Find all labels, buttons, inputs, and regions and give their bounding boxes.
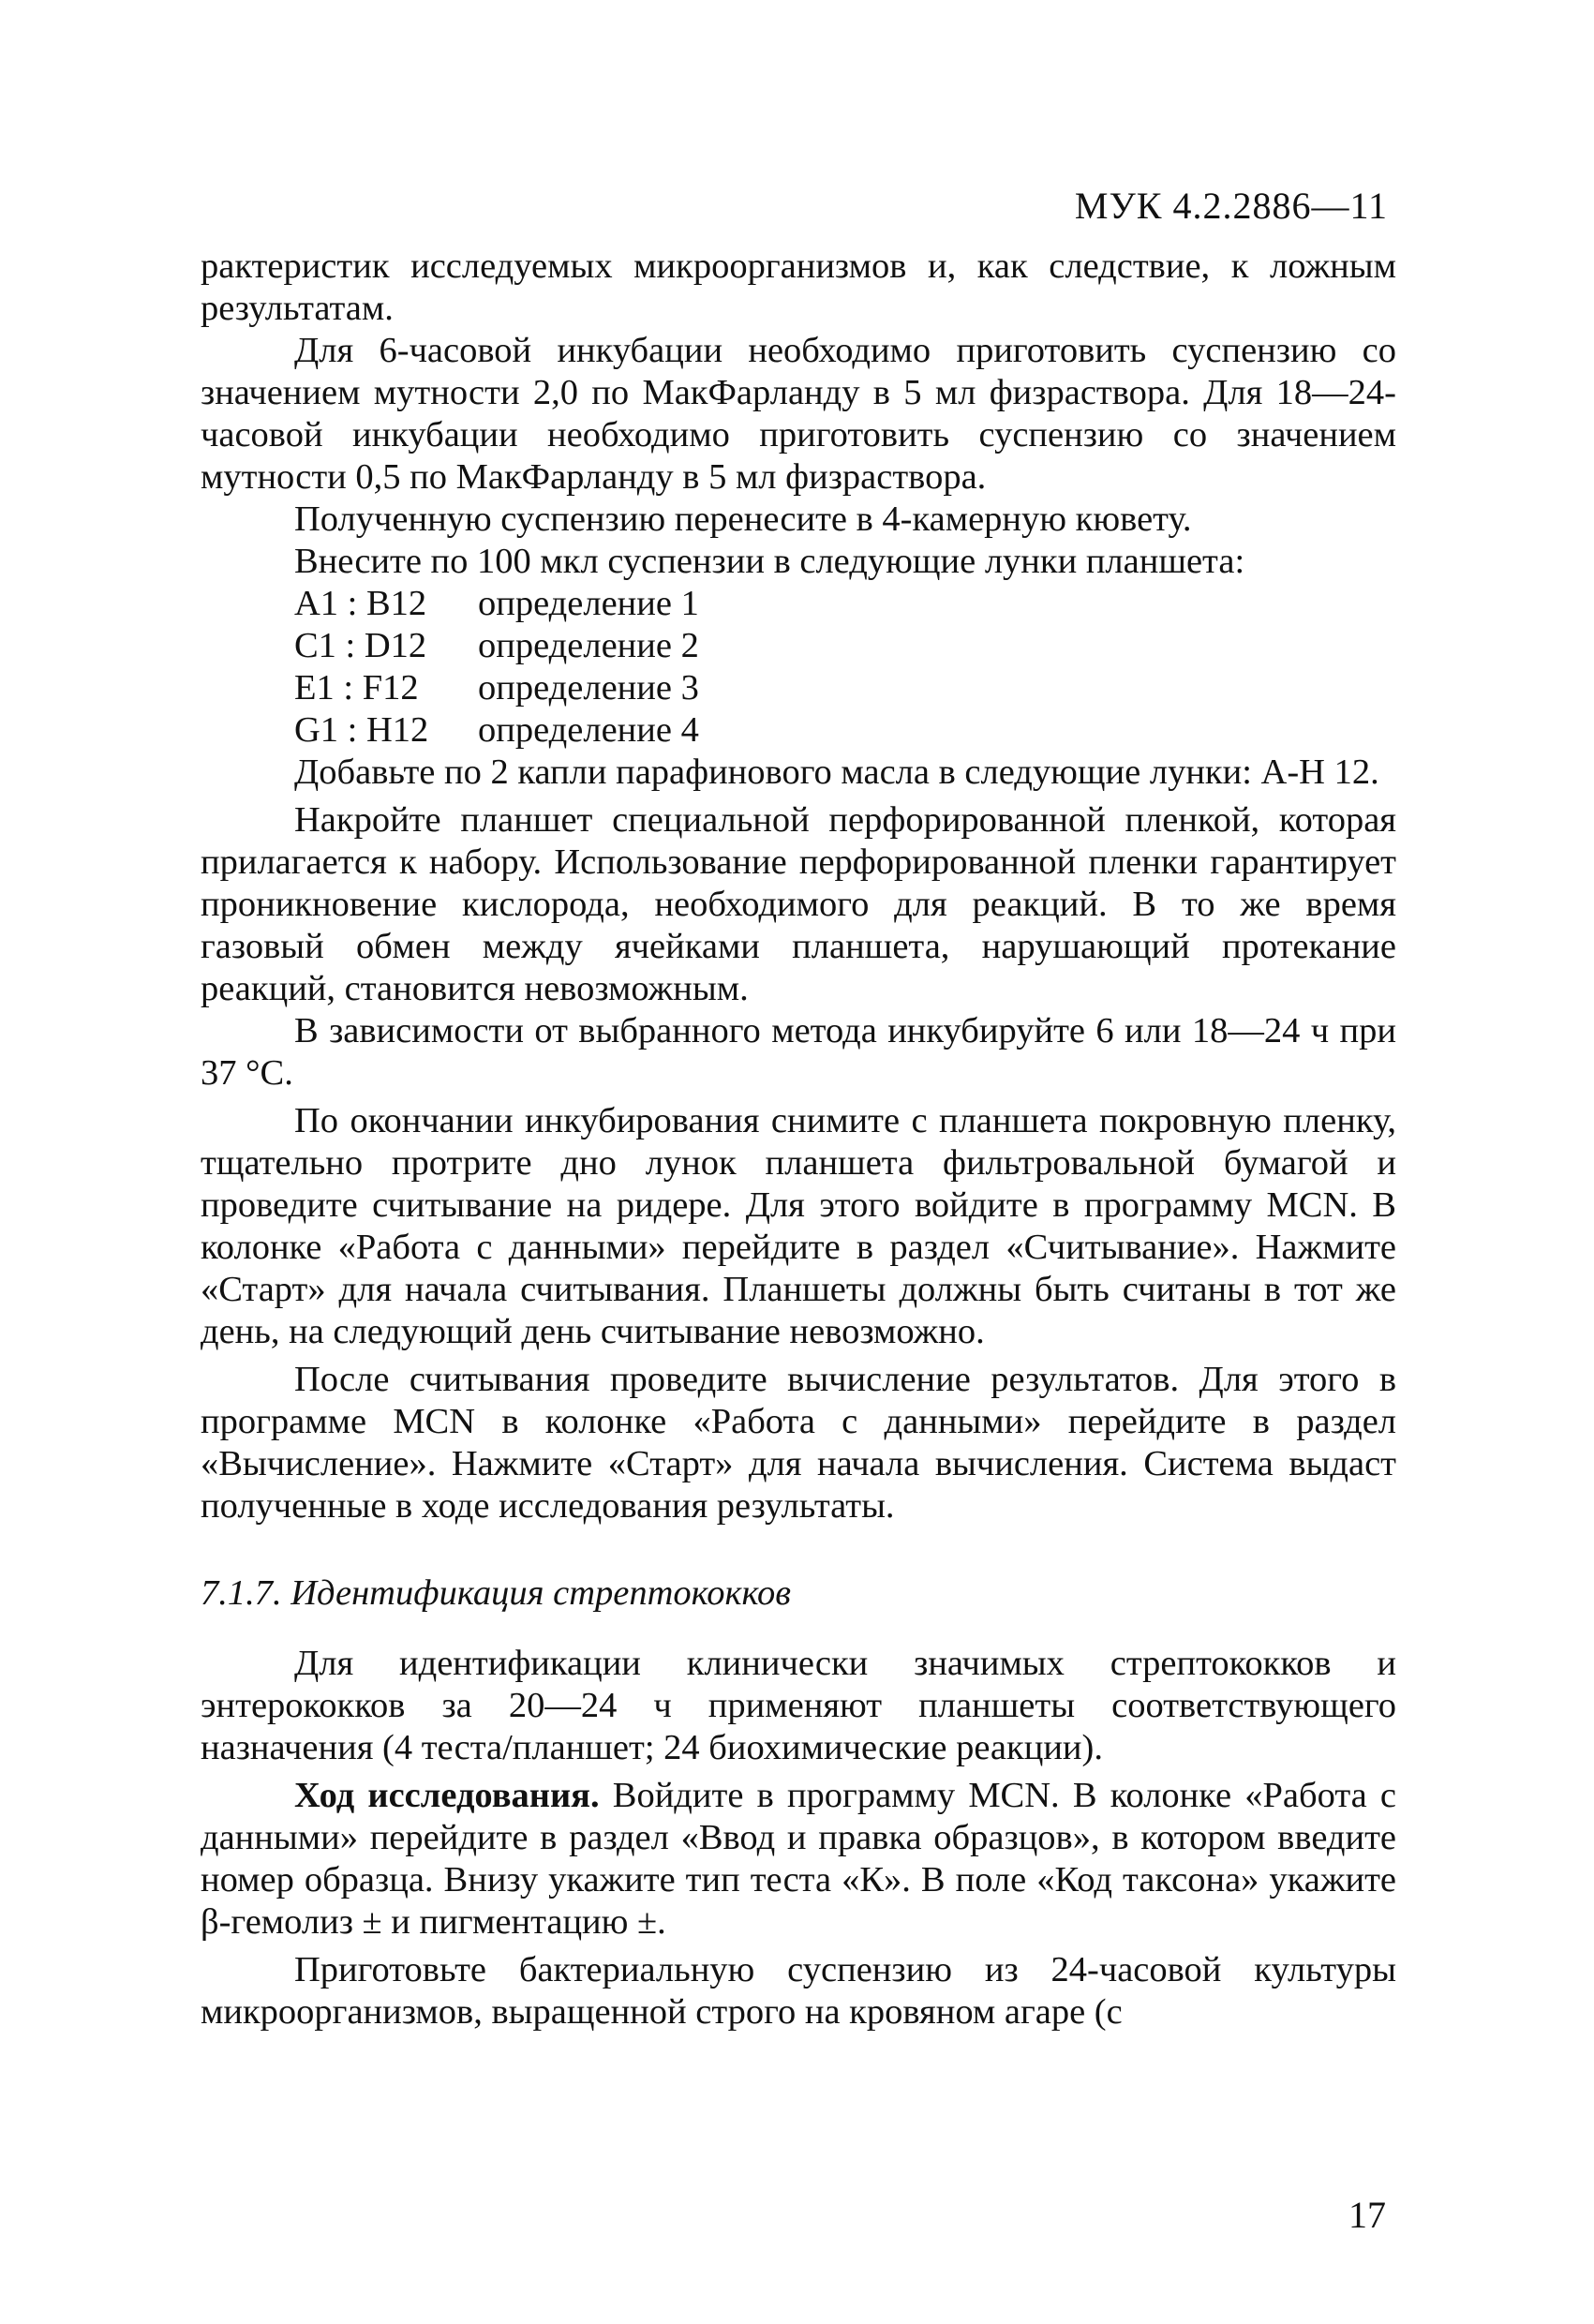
paragraph-incubation: В зависимости от выбранного метода инкубируйте 6 или 18—24 ч при 37 °С. [201,1011,1396,1093]
procedure-text: Войдите в программу MCN. В колонке «Работа с данными» перейдите в раздел «Ввод и правка образцов», в котором введите номер образца. Внизу укажите тип теста «К». В поле «Код таксона» укажите β-гемолиз ± и пигментацию ±. [201,1776,1396,1942]
paragraph-paraffin: Добавьте по 2 капли парафинового масла в следующие лунки: А-Н 12. [294,752,1379,792]
section-heading [201,1572,1396,1615]
paragraph-procedure [201,1775,1396,1944]
paragraph-streptococci: Для идентификации клинически значимых стрептококков и энтерококков за 20—24 ч применяют планшеты соответствующего назначения (4 теста/планшет; 24 биохимические реакции). [201,1644,1396,1767]
paragraph-calculation: После считывания проведите вычисление результатов. Для этого в программе MCN в колонке «Работа с данными» перейдите в раздел «Вычисление». Нажмите «Старт» для начала вычисления. Система выдаст полученные в ходе исследования результаты. [201,1360,1396,1526]
wells-list-item [294,667,1396,709]
wells-list [201,583,1396,752]
well-label: определение 2 [478,626,699,665]
document-body [201,246,1396,2034]
paragraph-continuation: рактеристик исследуемых микроорганизмов и, как следствие, к ложным результатам. [201,246,1396,328]
well-label: определение 4 [478,710,699,750]
well-label: определение 1 [478,584,699,623]
paragraph-film: Накройте планшет специальной перфорированной пленкой, которая прилагается к набору. Использование перфорированной пленки гарантирует проникновение кислорода, необходимого для реакций. В то же время газовый обмен между ячейками планшета, нарушающий протекание реакций, становится невозможным. [201,800,1396,1008]
wells-list-item [294,625,1396,667]
paragraph-transfer: Полученную суспензию перенесите в 4-камерную кювету. [294,499,1192,539]
well-range: G1 : H12 [294,710,429,750]
paragraph-bacterial-suspension: Приготовьте бактериальную суспензию из 24-часовой культуры микроорганизмов, выращенной строго на кровяном агаре (с [201,1950,1396,2032]
page-number: 17 [1348,2194,1386,2236]
section-title: Идентификация стрептококков [290,1573,791,1613]
procedure-lead: Ход исследования. [294,1776,600,1815]
paragraph-wells-intro: Внесите по 100 мкл суспензии в следующие лунки планшета: [294,542,1245,581]
paragraph-suspension-prep: Для 6-часовой инкубации необходимо приготовить суспензию со значением мутности 2,0 по МакФарланду в 5 мл физраствора. Для 18—24-часовой инкубации необходимо приготовить суспензию со значением мутности 0,5 по МакФарланду в 5 мл физраствора. [201,331,1396,497]
well-range: A1 : B12 [294,584,427,623]
wells-list-item [294,709,1396,752]
document-header: МУК 4.2.2886—11 [1074,185,1388,227]
section-number: 7.1.7. [201,1573,282,1613]
well-range: E1 : F12 [294,668,419,708]
paragraph-reading: По окончании инкубирования снимите с планшета покровную пленку, тщательно протрите дно лунок планшета фильтровальной бумагой и проведите считывание на ридере. Для этого войдите в программу MCN. В колонке «Работа с данными» перейдите в раздел «Считывание». Нажмите «Старт» для начала считывания. Планшеты должны быть считаны в тот же день, на следующий день считывание невозможно. [201,1101,1396,1351]
well-range: C1 : D12 [294,626,427,665]
wells-list-item [294,583,1396,625]
well-label: определение 3 [478,668,699,708]
